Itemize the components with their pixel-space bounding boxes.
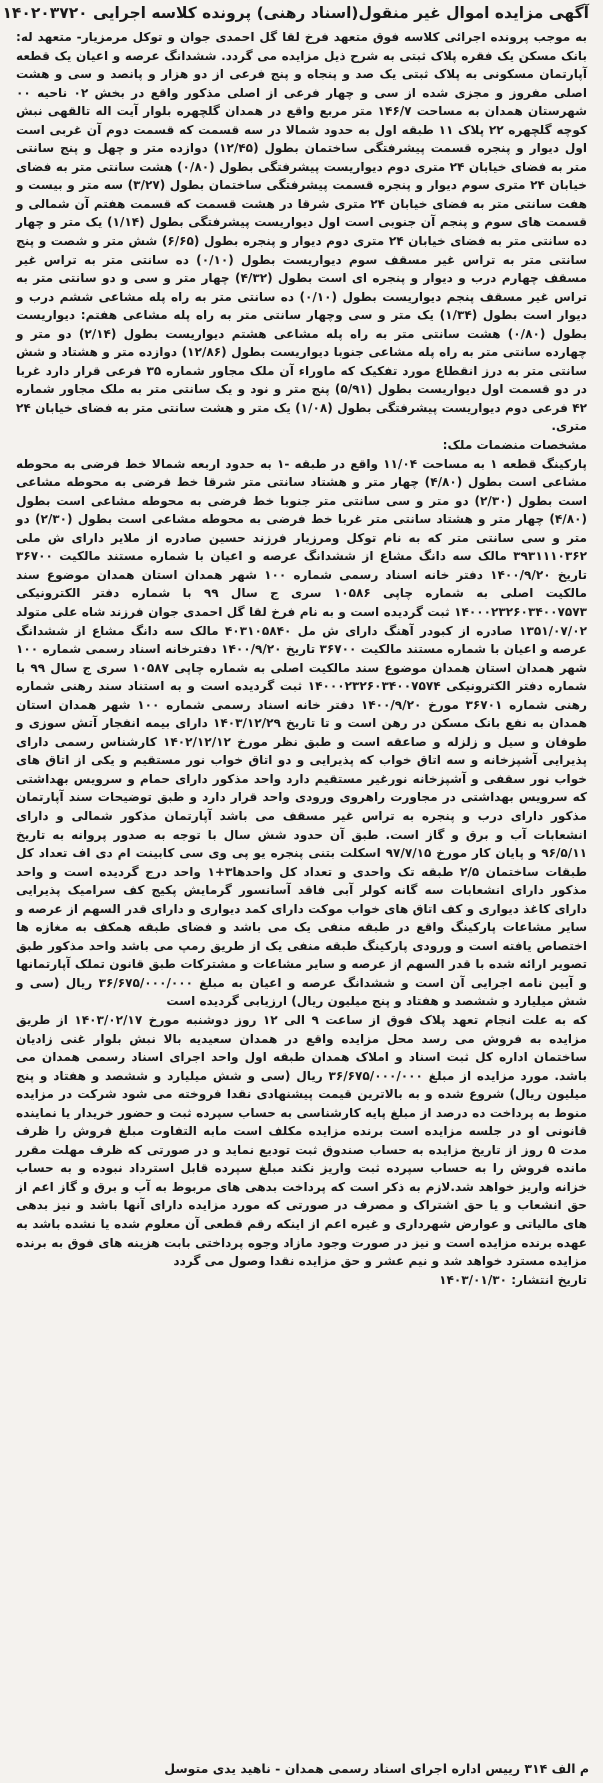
notice-body	[8, 28, 595, 1289]
notice-title: آگهی مزایده اموال غیر منقول(اسناد رهنی) پرونده کلاسه اجرایی ۱۴۰۲۰۳۷۲۰	[2, 4, 589, 22]
annexes-heading: مشخصات منضمات ملک:	[442, 438, 587, 453]
property-description-paragraph: به موجب پرونده اجرائی کلاسه فوق متعهد فرخ لقا گل احمدی جوان و توکل مرمزیار- متعهد له: بانک مسکن یک فقره پلاک ثبتی به شرح ذیل مزایده می گردد. ششدانگ عرصه و اعیان یک قطعه آپارتمان مسکونی به پلاک ثبتی یک صد و پنجاه و پنج فرعی از دو هزار و پانصد و سی و هشت اصلی مفروز و مجزی شده از سی و چهار فرعی از اصلی مذکور واقع در بخش ۰۲ ناحیه ۰۰ شهرستان همدان به مساحت ۱۴۶/۷ متر مربع واقع در همدان گلچهره بلوار آیت اله تالقهی نبش کوچه گلچهره ۲۲ پلاک ۱۱ طبقه اول به حدود شمالا در سه قسمت که قسمت دوم آن غربی است اول دیوار و پنجره قسمت پیشرفتگی ساختمان بطول (۱۲/۴۵) دوازده متر و چهل و پنج سانتی متر به فضای خیابان ۲۴ متری دوم دیواریست پیشرفتگی بطول (۰/۸۰) هشت سانتی متر به فضای خیابان ۲۴ متری سوم دیوار و پنجره قسمت پیشرفتگی ساختمان بطول (۳/۲۷) سه متر و بیست و هفت سانتی متر به فضای خیابان ۲۴ متری شرقا در هشت قسمت که قسمت هفتم آن شمالی و قسمت های سوم و پنجم آن جنوبی است اول دیواریست پیشرفتگی بطول (۱/۱۴) یک متر و چهار ده سانتی متر به فضای خیابان ۲۴ متری دوم دیوار و پنجره بطول (۶/۶۵) شش متر و شصت و پنج سانتی متر به تراس غیر مسقف سوم دیواریست بطول (۰/۱۰) ده سانتی متر به تراس غیر مسقف چهارم درب و دیوار و پنجره ای است بطول (۴/۳۲) چهار متر و سی و دو سانتی متر به تراس غیر مسقف پنجم دیواریست بطول (۰/۱۰) ده سانتی متر به راه پله مشاعی ششم درب و دیوار است بطول (۱/۳۴) یک متر و سی وچهار سانتی متر به راه پله مشاعی هفتم: دیواریست بطول (۰/۸۰) هشت سانتی متر به راه پله مشاعی هشتم دیواریست بطول (۲/۱۴) دو متر و چهارده سانتی متر به راه پله مشاعی جنوبا دیواریست بطول (۱۲/۸۶) دوازده متر و هشتاد و شش سانتی متر به درز انقطاع مورد تفکیک که ماوراء آن ملک مجاور شماره ۳۵ فرعی قرار دارد غربا در دو قسمت اول دیواریست بطول (۵/۹۱) پنج متر و نود و یک سانتی متر به ملک مجاور شماره ۴۲ فرعی دوم دیواریست پیشرفتگی بطول (۱/۰۸) یک متر و هشت سانتی متر به فضای خیابان ۲۴ متری.	[16, 30, 588, 434]
signature-line: م الف ۳۱۴ رییس اداره اجرای اسناد رسمی همدان - ناهید یدی متوسل	[164, 1761, 589, 1776]
publication-date: تاریخ انتشار: ۱۴۰۳/۰۱/۳۰	[439, 1272, 587, 1287]
parking-and-ownership-paragraph: پارکینگ قطعه ۱ به مساحت ۱۱/۰۴ واقع در طبقه -۱ به حدود اربعه شمالا خط فرضی به محوطه مشاعی است بطول (۴/۸۰) چهار متر و هشتاد سانتی متر شرقا خط فرضی به محوطه مشاعی است بطول (۲/۳۰) دو متر و سی سانتی متر جنوبا خط فرضی به محوطه مشاعی است بطول (۴/۸۰) چهار متر و هشتاد سانتی متر غربا خط فرضی به محوطه مشاعی است بطول (۲/۳۰) دو متر و سی سانتی متر که به نام توکل ومرزیار فرزند حسین صادره از ملایر دارای ش ملی ۳۹۳۱۱۱۰۳۶۲ مالک سه دانگ مشاع از ششدانگ عرصه و اعیان با شماره مستند مالکیت ۳۶۷۰۰ تاریخ ۱۴۰۰/۹/۲۰ دفتر خانه اسناد رسمی شماره ۱۰۰ شهر همدان استان همدان موضوع سند مالکیت اصلی به شماره چاپی ۱۰۵۸۶ سری ج سال ۹۹ با شماره دفتر الکترونیکی ۱۴۰۰۰۲۳۲۶۰۳۴۰۰۷۵۷۳ ثبت گردیده است و به نام فرخ لقا گل احمدی جوان فرزند شاه علی متولد ۱۳۵۱/۰۷/۰۲ صادره از کبودر آهنگ دارای ش مل ۴۰۳۱۰۵۸۴۰ مالک سه دانگ مشاع از ششدانگ عرصه و اعیان با شماره مستند مالکیت ۳۶۷۰۰ تاریخ ۱۴۰۰/۹/۲۰ دفترخانه اسناد رسمی شماره ۱۰۰ شهر همدان استان همدان موضوع سند مالکیت اصلی به شماره چاپی ۱۰۵۸۷ سری ج سال ۹۹ با شماره دفتر الکترونیکی ۱۴۰۰۰۲۳۲۶۰۳۴۰۰۷۵۷۴ ثبت گردیده است و به استناد سند رهنی شماره رهنی شماره ۳۶۷۰۱ مورخ ۱۴۰۰/۹/۲۰ دفتر خانه اسناد رسمی شماره ۱۰۰ شهر همدان استان همدان به نفع بانک مسکن در رهن است و تا تاریخ ۱۴۰۳/۱۲/۲۹ دارای بیمه انفجار آتش سوزی و طوفان و سیل و زلزله و صاعقه است و طبق نظر مورخ ۱۴۰۲/۱۲/۱۲ کارشناس رسمی دارای پذیرایی آشپزخانه و سه اتاق خواب که پذیرایی و دو اتاق خواب نور مستقیم و یکی از اتاق های خواب نور سقفی و آشپزخانه نورغیر مستقیم دارد واحد مذکور دارای حمام و سرویس بهداشتی که سرویس بهداشتی در مجاورت راهروی ورودی واحد قرار دارد و طبق توضیحات سند آپارتمان مذکور دارای درب و پنجره به تراس غیر مسقف می باشد آپارتمان مذکور شمالی و دارای انشعابات آب و برق و گاز است. طبق آن حدود شش سال با توجه به صدور پروانه به تاریخ ۹۶/۵/۱۱ و پایان کار مورخ ۹۷/۷/۱۵ اسکلت بتنی پنجره یو پی وی سی کابینت ام دی اف تعداد کل طبقات ساختمان ۲/۵ طبقه تک واحدی و تعداد کل واحدها۳+۱ واحد درج گردیده است و واحد مذکور دارای انشعابات سه گانه کولر آبی فاقد آسانسور گرمایش پکیج کف سرامیک پذیرایی دارای کاغذ دیواری و کف اتاق های خواب موکت دارای کمد دیواری و دارای قدر السهم از عرصه و سایر مشاعات پارکینگ واقع در طبقه منفی یک می باشد و فضای طبقه همکف به مغازه ها اختصاص یافته است و ورودی پارکینگ طبقه منفی یک از طریق رمپ می باشد واحد مذکور طبق تصویر ارائه شده با قدر السهم از عرصه و سایر مشاعات و مشترکات طبق قانون تملک آپارتمانها و آیین نامه اجرایی آن است و ششدانگ عرصه و اعیان به مبلغ ۳۶/۶۷۵/۰۰۰/۰۰۰ ریال (سی و شش میلیارد و ششصد و هفتاد و پنج میلیون ریال) ارزیابی گردیده است	[16, 456, 588, 1009]
auction-terms-paragraph: که به علت انجام تعهد پلاک فوق از ساعت ۹ الی ۱۲ روز دوشنبه مورخ ۱۴۰۳/۰۲/۱۷ از طریق مزایده به فروش می رسد محل مزایده واقع در همدان سعیدیه بالا نبش بلوار غنی زادیان ساختمان اداره کل ثبت اسناد و املاک همدان طبقه اول واحد اجرای اسناد رسمی همدان می باشد. مورد مزایده از مبلغ ۳۶/۶۷۵/۰۰۰/۰۰۰ ریال (سی و شش میلیارد و ششصد و هفتاد و پنج میلیون ریال) شروع شده و به بالاترین قیمت پیشنهادی نقدا فروخته می شود شرکت در مزایده منوط به پرداخت ده درصد از مبلغ پایه کارشناسی به حساب سپرده ثبت و حضور خریدار یا نماینده قانونی او در جلسه مزایده است برنده مزایده مکلف است مابه التفاوت مبلغ فروش را ظرف مدت ۵ روز از تاریخ مزایده به حساب صندوق ثبت تودیع نماید و در صورتی که ظرف مهلت مقرر مانده فروش را به حساب سپرده ثبت واریز نکند مبلغ سپرده قابل استرداد نبوده و به حساب خزانه واریز خواهد شد.لازم به ذکر است که پرداخت بدهی های مربوط به آب و برق و گاز اعم از حق انشعاب و یا حق اشتراک و مصرف در صورتی که مورد مزایده دارای آنها باشد و نیز بدهی های مالیاتی و عوارض شهرداری و غیره اعم از اینکه رقم قطعی آن معلوم شده یا نشده باشد به عهده برنده مزایده است و نیز در صورت وجود مازاد وجوه پرداختی بابت هزینه های فوق به برنده مزایده مسترد خواهد شد و نیم عشر و حق مزایده نقدا وصول می گردد	[16, 1012, 588, 1269]
